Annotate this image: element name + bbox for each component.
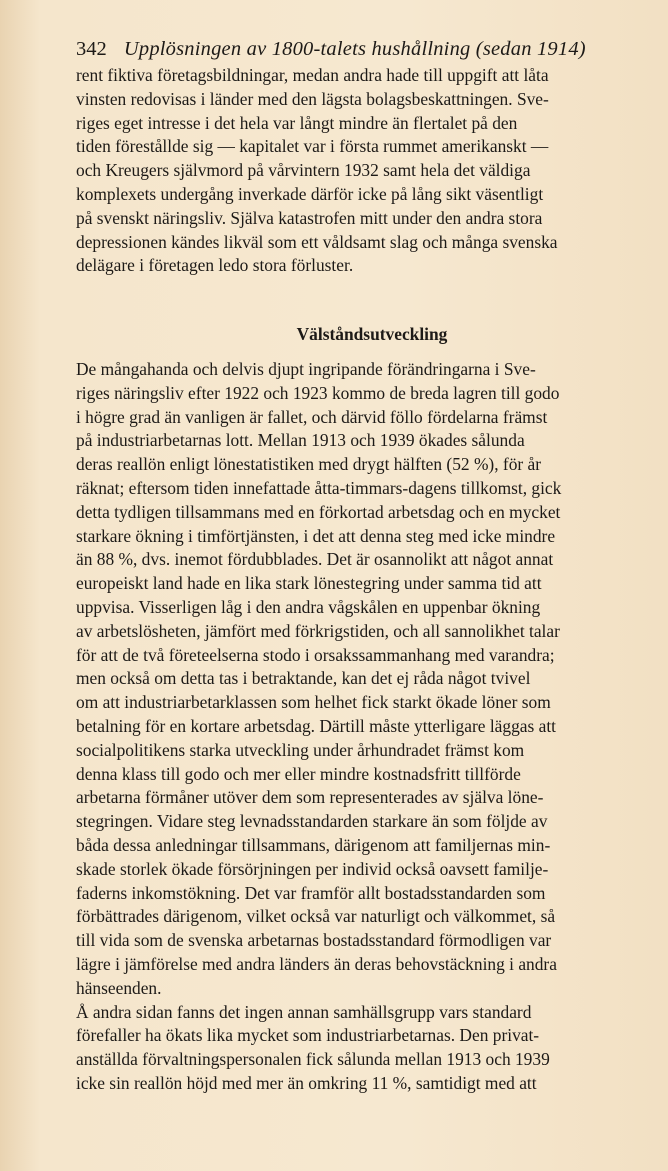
text-line: anställda förvaltningspersonalen fick sålunda mellan 1913 och 1939 <box>76 1049 550 1070</box>
text-line: denna klass till godo och mer eller mindre kostnadsfritt tillförde <box>76 763 521 784</box>
text-line: riges eget intresse i det hela var långt mindre än flertalet på den <box>76 112 518 133</box>
text-line: om att industriarbetarklassen som helhet fick starkt ökade löner som <box>76 692 551 713</box>
text-line: rent fiktiva företagsbildningar, medan andra hade till uppgift att låta <box>76 65 549 85</box>
text-line: betalning för en kortare arbetsdag. Därtill måste ytterligare läggas att <box>76 715 556 736</box>
text-line: delägare i företagen ledo stora förluster. <box>76 255 354 276</box>
running-title: Upplösningen av 1800-talets hushållning (sedan 1914) <box>123 38 586 60</box>
text-line: båda dessa anledningar tillsammans, därigenom att familjernas min- <box>76 834 551 855</box>
text-line: Å andra sidan fanns det ingen annan samhällsgrupp vars standard <box>76 1001 532 1022</box>
text-line: De mångahanda och delvis djupt ingripande förändringarna i Sve- <box>76 359 536 379</box>
text-line: på industriarbetarnas lott. Mellan 1913 och 1939 ökades sålunda <box>76 430 525 451</box>
page-number: 342 <box>76 38 107 60</box>
text-line: av arbetslösheten, jämfört med förkrigstiden, och all sannolikhet talar <box>76 620 560 641</box>
text-line: skade storlek ökade försörjningen per individ också oavsett familje- <box>76 858 549 879</box>
text-line: förbättrades därigenom, vilket också var naturligt och välkommet, så <box>76 906 556 927</box>
text-line: i högre grad än vanligen är fallet, och därvid föllo fördelarna främst <box>76 406 548 427</box>
text-line: socialpolitikens starka utveckling under århundradet främst kom <box>76 739 525 760</box>
text-line: och Kreugers självmord på vårvintern 1932 samt hela det väldiga <box>76 160 531 181</box>
text-line: räknat; eftersom tiden innefattade åtta-timmars-dagens tillkomst, gick <box>76 477 562 498</box>
text-line: men också om detta tas i betraktande, kan det ej råda något tvivel <box>76 668 531 689</box>
text-line: vinsten redovisas i länder med den lägsta bolagsbeskattningen. Sve- <box>76 88 549 109</box>
text-line: lägre i jämförelse med andra länders än deras behovstäckning i andra <box>76 953 557 974</box>
text-line: arbetarna förmåner utöver dem som representerades av själva löne- <box>76 787 544 808</box>
section-heading: Välståndsutveckling <box>296 324 448 344</box>
text-line: till vida som de svenska arbetarnas bostadsstandard förmodligen var <box>76 930 552 951</box>
text-line: icke sin reallön höjd med mer än omkring 11 %, samtidigt med att <box>76 1072 537 1093</box>
text-line: faderns inkomstökning. Det var framför allt bostadsstandarden som <box>76 882 546 903</box>
text-line: hänseenden. <box>76 977 162 998</box>
text-line: tiden förestållde sig — kapitalet var i första rummet amerikanskt — <box>76 136 549 157</box>
text-line: detta tydligen tillsammans med en förkortad arbetsdag och en mycket <box>76 501 561 522</box>
text-line: på svenskt näringsliv. Själva katastrofen mitt under den andra stora <box>76 207 543 228</box>
text-line: förefaller ha ökats lika mycket som industriarbetarnas. Den privat- <box>76 1025 540 1046</box>
intro-paragraph <box>76 64 668 278</box>
text-line: starkare ökning i timförtjänsten, i det att denna steg med icke mindre <box>76 525 556 546</box>
text-line: depressionen kändes likväl som ett våldsamt slag och många svenska <box>76 231 558 252</box>
text-line: uppvisa. Visserligen låg i den andra vågskålen en uppenbar ökning <box>76 596 541 617</box>
text-line: europeiskt land hade en lika stark lönestegring under samma tid att <box>76 573 542 594</box>
text-line: stegringen. Vidare steg levnadsstandarden starkare än som följde av <box>76 811 548 832</box>
body-text <box>76 358 668 1096</box>
text-line: för att de två företeelserna stodo i orsakssammanhang med varandra; <box>76 644 555 665</box>
text-line: än 88 %, dvs. inemot fördubblades. Det är osannolikt att något annat <box>76 549 554 570</box>
text-line: komplexets undergång inverkade därför icke på lång sikt väsentligt <box>76 183 544 204</box>
text-line: riges näringsliv efter 1922 och 1923 kommo de breda lagren till godo <box>76 382 560 403</box>
text-line: deras reallön enligt lönestatistiken med drygt hälften (52 %), för år <box>76 454 542 475</box>
